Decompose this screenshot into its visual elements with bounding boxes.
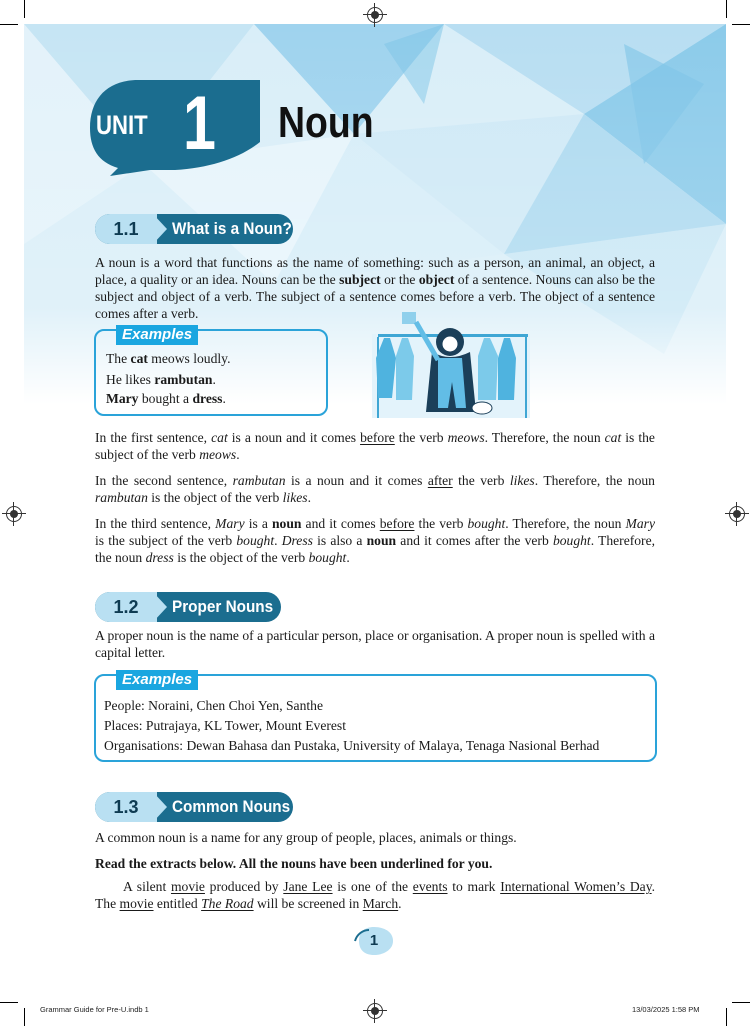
crop-mark: [24, 0, 25, 18]
crop-mark: [24, 1008, 25, 1026]
registration-mark: [729, 506, 745, 522]
explanation-paragraph: In the third sentence, Mary is a noun and it comes before the verb bought. Therefore, the noun Mary is the subject of the verb bought. Dress is also a noun and it comes after the verb bought. Therefore, the noun dress is the object of the verb bought.: [95, 516, 656, 565]
example-line: Organisations: Dewan Bahasa dan Pustaka, University of Malaya, Tenaga Nasional Berhad: [104, 738, 600, 753]
unit-number: 1: [183, 81, 216, 166]
crop-mark: [732, 1002, 750, 1003]
footer-filename: Grammar Guide for Pre-U.indb 1: [40, 1005, 149, 1014]
example-line: People: Noraini, Chen Choi Yen, Santhe: [104, 698, 323, 713]
unit-label: UNIT: [96, 110, 148, 140]
section-title: Proper Nouns: [172, 597, 274, 616]
example-sentence: The cat meows loudly.: [106, 351, 231, 366]
example-line: Places: Putrajaya, KL Tower, Mount Everest: [104, 718, 346, 733]
crop-mark: [0, 24, 18, 25]
crop-mark: [0, 1002, 18, 1003]
crop-mark: [726, 0, 727, 18]
explanation-paragraph: In the second sentence, rambutan is a noun and it comes after the verb likes. Therefore, the noun rambutan is the object of the verb likes.: [95, 473, 655, 505]
page-number: 1: [369, 932, 379, 949]
extract-paragraph: A silent movie produced by Jane Lee is one of the events to mark International Women’s Day. The movie entitled The Road will be screened in March.: [95, 879, 656, 911]
section-heading: [95, 214, 293, 244]
examples-label: Examples: [116, 325, 198, 345]
crop-mark: [726, 1008, 727, 1026]
section-number: 1.3: [95, 792, 157, 822]
woman-with-dresses-illustration: [372, 312, 530, 420]
section-heading: [95, 792, 293, 822]
section-title: Common Nouns: [172, 797, 291, 816]
examples-label: Examples: [116, 670, 198, 690]
registration-mark: [367, 7, 383, 23]
example-sentence: He likes rambutan.: [106, 372, 216, 387]
section-heading: [95, 592, 281, 622]
section-number: 1.1: [95, 214, 157, 244]
explanation-paragraph: In the first sentence, cat is a noun and it comes before the verb meows. Therefore, the noun cat is the subject of the verb meows.: [95, 430, 655, 462]
crop-mark: [732, 24, 750, 25]
example-sentence: Mary bought a dress.: [106, 391, 226, 406]
instruction: Read the extracts below. All the nouns have been underlined for you.: [95, 856, 493, 871]
registration-mark: [6, 506, 22, 522]
registration-mark: [367, 1003, 383, 1019]
footer-timestamp: 13/03/2025 1:58 PM: [632, 1005, 700, 1014]
unit-title: Noun: [278, 98, 374, 147]
intro-paragraph: A noun is a word that functions as the name of something: such as a person, an animal, an object, a place, a quality or an idea. Nouns can be the subject or the object of a sentence. Nouns can also be the subject and object of a verb. The subject of a sentence comes before a verb. The object of a sentence comes after a verb.: [95, 255, 656, 321]
section-number: 1.2: [95, 592, 157, 622]
common-noun-definition: A common noun is a name for any group of people, places, animals or things.: [95, 830, 517, 845]
proper-noun-definition: A proper noun is the name of a particular person, place or organisation. A proper noun is spelled with a capital letter.: [95, 628, 655, 660]
section-title: What is a Noun?: [172, 219, 292, 238]
